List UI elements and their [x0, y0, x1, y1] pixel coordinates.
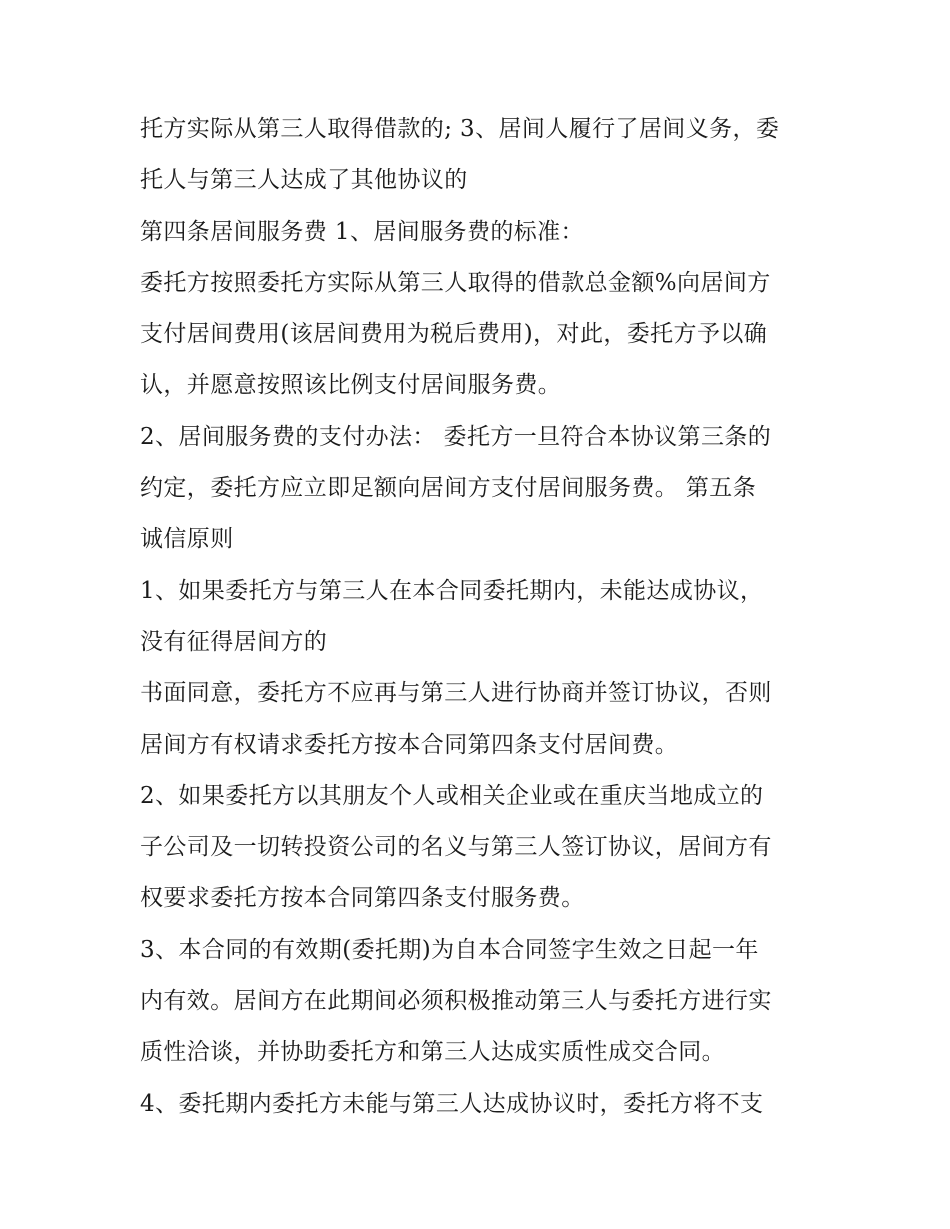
text-line: 居间方有权请求委托方按本合同第四条支付居间费。	[140, 731, 679, 758]
text-line: 约定，委托方应立即足额向居间方支付居间服务费。 第五条	[140, 475, 757, 502]
text-line: 2、居间服务费的支付办法： 委托方一旦符合本协议第三条的	[140, 423, 772, 450]
text-line: 1、如果委托方与第三人在本合同委托期内，未能达成协议，	[140, 577, 764, 604]
document-body	[140, 104, 820, 1130]
text-line: 托人与第三人达成了其他协议的	[140, 167, 468, 194]
text-line: 支付居间费用(该居间费用为税后费用)，对此，委托方予以确	[140, 321, 768, 348]
text-line: 托方实际从第三人取得借款的; 3、居间人履行了居间义务，委	[140, 116, 780, 142]
text-line: 没有征得居间方的	[140, 628, 328, 655]
text-line: 2、如果委托方以其朋友个人或相关企业或在重庆当地成立的	[140, 782, 764, 809]
text-line: 第四条居间服务费 1、居间服务费的标准：	[140, 218, 584, 245]
text-line: 委托方按照委托方实际从第三人取得的借款总金额%向居间方	[140, 269, 771, 296]
text-line: 权要求委托方按本合同第四条支付服务费。	[140, 885, 585, 912]
text-line: 3、本合同的有效期(委托期)为自本合同签字生效之日起一年	[140, 936, 759, 963]
text-line: 质性洽谈，并协助委托方和第三人达成实质性成交合同。	[140, 1039, 725, 1066]
text-line: 书面同意，委托方不应再与第三人进行协商并签订协议，否则	[140, 680, 772, 707]
text-line: 诚信原则	[140, 526, 234, 553]
text-line: 子公司及一切转投资公司的名义与第三人签订协议，居间方有	[140, 834, 772, 861]
text-line: 认，并愿意按照该比例支付居间服务费。	[140, 372, 562, 399]
text-line: 内有效。居间方在此期间必须积极推动第三人与委托方进行实	[140, 988, 772, 1015]
text-line: 4、委托期内委托方未能与第三人达成协议时，委托方将不支	[140, 1090, 764, 1117]
